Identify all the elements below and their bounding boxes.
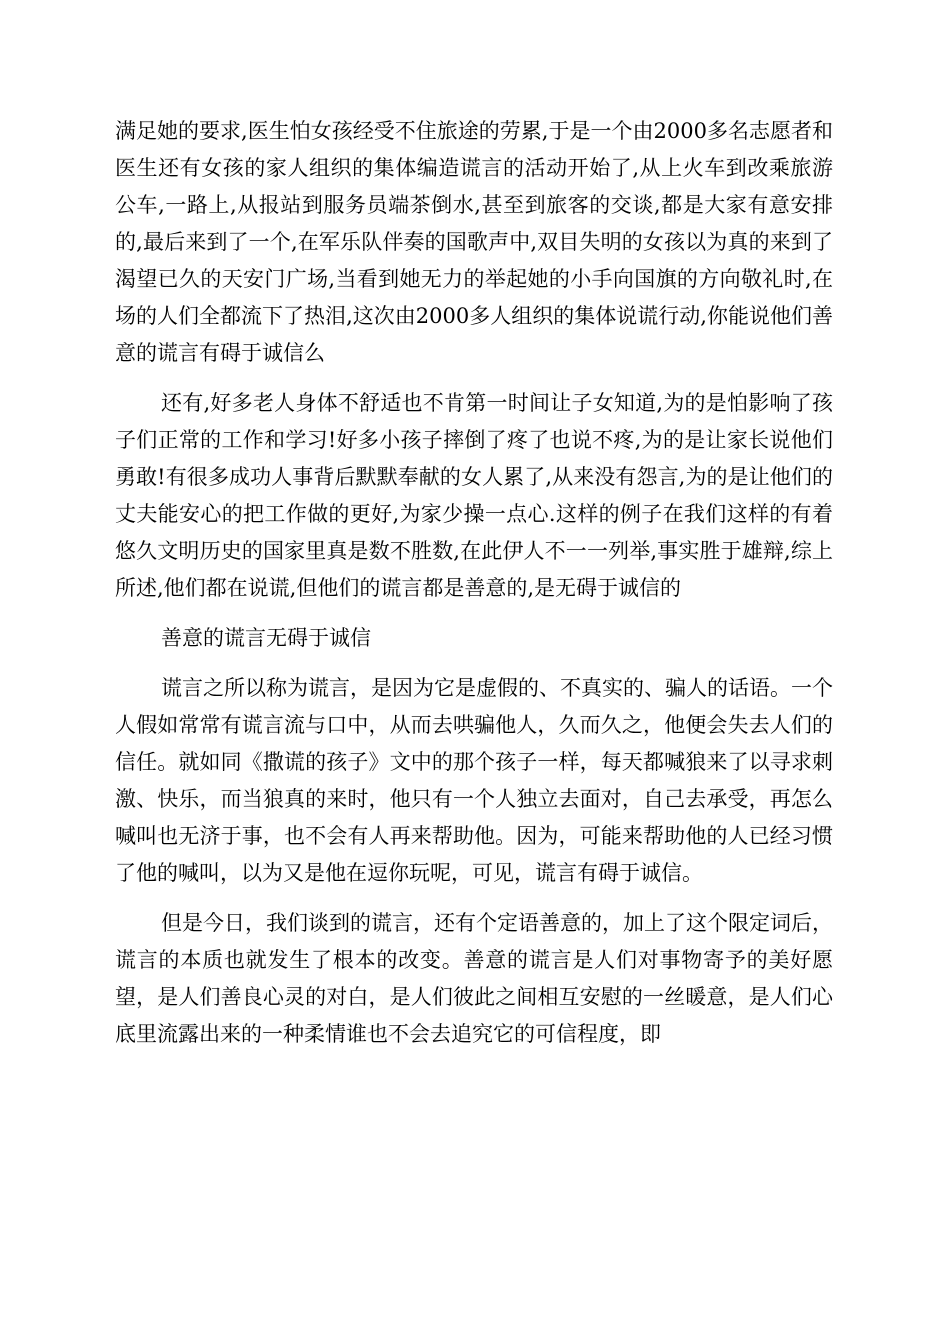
paragraph-kind-lie: 但是今日，我们谈到的谎言，还有个定语善意的，加上了这个限定词后，谎言的本质也就发生了根本的改变。善意的谎言是人们对事物寄予的美好愿望，是人们善良心灵的对白，是人们彼此之间相互安慰的一丝暖意，是人们心底里流露出来的一种柔情谁也不会去追究它的可信程度，即 — [115, 911, 833, 1046]
paragraph-lie-definition: 谎言之所以称为谎言，是因为它是虚假的、不真实的、骗人的话语。一个人假如常常有谎言流与口中，从而去哄骗他人，久而久之，他便会失去人们的信任。就如同《撒谎的孩子》文中的那个孩子一样，每天都喊狼来了以寻求刺激、快乐，而当狼真的来时，他只有一个人独立去面对，自己去承受，再怎么喊叫也无济于事，也不会有人再来帮助他。因为，可能来帮助他的人已经习惯了他的喊叫，以为又是他在逗你玩呢，可见，谎言有碍于诚信。 — [115, 676, 833, 885]
essay-title: 善意的谎言无碍于诚信 — [161, 626, 371, 650]
paragraph-family-examples: 还有,好多老人身体不舒适也不肯第一时间让子女知道,为的是怕影响了孩子们正常的工作和学习!好多小孩子摔倒了疼了也说不疼,为的是让家长说他们勇敢!有很多成功人事背后默默奉献的女人累了,从来没有怨言,为的是让他们的丈夫能安心的把工作做的更好,为家少操一点心.这样的例子在我们这样的有着悠久文明历史的国家里真是数不胜数,在此伊人不一一列举,事实胜于雄辩,综上所述,他们都在说谎,但他们的谎言都是善意的,是无碍于诚信的 — [115, 391, 833, 600]
document-body — [115, 113, 833, 1053]
paragraph-volunteer-story: 满足她的要求,医生怕女孩经受不住旅途的劳累,于是一个由2000多名志愿者和医生还有女孩的家人组织的集体编造谎言的活动开始了,从上火车到改乘旅游公车,一路上,从报站到服务员端茶倒水,甚至到旅客的交谈,都是大家有意安排的,最后来到了一个,在军乐队伴奏的国歌声中,双目失明的女孩以为真的来到了渴望已久的天安门广场,当看到她无力的举起她的小手向国旗的方向敬礼时,在场的人们全都流下了热泪,这次由2000多人组织的集体说谎行动,你能说他们善意的谎言有碍于诚信么 — [115, 119, 833, 365]
